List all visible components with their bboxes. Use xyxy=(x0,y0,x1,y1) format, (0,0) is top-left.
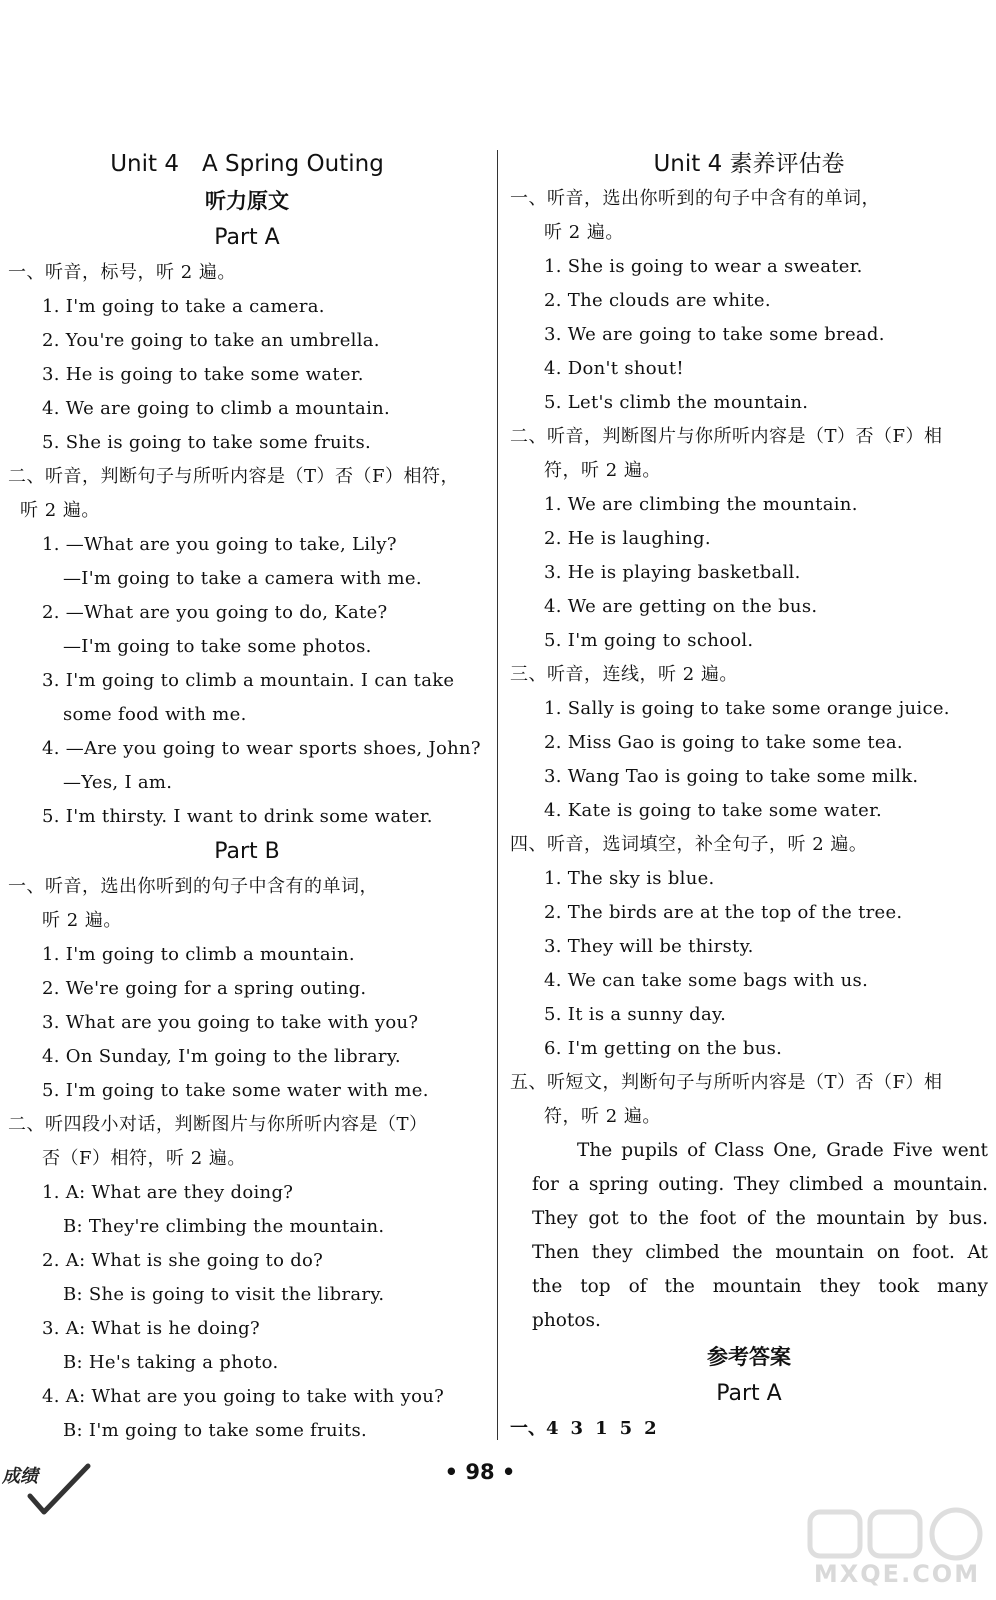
list-item: 4. Kate is going to take some water. xyxy=(544,800,883,821)
dialog-line: —I'm going to take a camera with me. xyxy=(63,568,422,589)
dialog-line: 1. A: What are they doing? xyxy=(42,1182,294,1203)
list-item: 3. Wang Tao is going to take some milk. xyxy=(544,766,919,787)
part-a-heading: Part A xyxy=(214,225,280,250)
dialog-line: 3. I'm going to climb a mountain. I can take xyxy=(42,670,455,691)
watermark-text: MXQE.COM xyxy=(813,1560,981,1588)
list-item: 2. The birds are at the top of the tree. xyxy=(544,902,903,923)
score-badge-text: 成绩 xyxy=(2,1466,38,1487)
list-item: 3. What are you going to take with you? xyxy=(42,1012,419,1033)
section-label: 四、听音，选词填空，补全句子，听 2 遍。 xyxy=(510,834,868,855)
section-label-cont: 听 2 遍。 xyxy=(42,910,122,931)
answer-value: 3 xyxy=(570,1418,584,1439)
right-column xyxy=(510,146,988,1446)
passage xyxy=(510,1134,988,1338)
list-item: 2. You're going to take an umbrella. xyxy=(42,330,380,351)
list-item: 1. I'm going to climb a mountain. xyxy=(42,944,355,965)
section-label-cont: 听 2 遍。 xyxy=(544,222,624,243)
page-number: • 98 • xyxy=(444,1460,516,1484)
dialog-line: —Yes, I am. xyxy=(63,772,173,793)
list-item: 4. On Sunday, I'm going to the library. xyxy=(42,1046,401,1067)
dialog-line: 1. —What are you going to take, Lily? xyxy=(42,534,397,555)
dialog-line: 4. —Are you going to wear sports shoes, John? xyxy=(42,738,481,759)
dialog-line: 2. A: What is she going to do? xyxy=(42,1250,324,1271)
section-label: 二、听四段小对话，判断图片与你所听内容是（T） xyxy=(8,1114,428,1135)
dialog-line: B: I'm going to take some fruits. xyxy=(63,1420,368,1441)
answer-prefix: 一、 xyxy=(510,1418,546,1439)
dialog-line: B: They're climbing the mountain. xyxy=(63,1216,385,1237)
list-item: 3. He is going to take some water. xyxy=(42,364,364,385)
passage-text: The pupils of Class One, Grade Five went for a spring outing. They climbed a mountain. They got to the foot of the mountain by bus. Then they climbed the mountain on foot. At the top of the mountain they took many photos. xyxy=(532,1140,988,1331)
dialog-line: —I'm going to take some photos. xyxy=(63,636,372,657)
list-item: 5. She is going to take some fruits. xyxy=(42,432,372,453)
unit-title: Unit 4 A Spring Outing xyxy=(110,151,384,177)
list-item: 1. She is going to wear a sweater. xyxy=(544,256,863,277)
section-label: 一、听音，选出你听到的句子中含有的单词， xyxy=(8,876,378,897)
list-item: 4. We can take some bags with us. xyxy=(544,970,869,991)
list-item: 1. We are climbing the mountain. xyxy=(544,494,858,515)
section-label-cont: 听 2 遍。 xyxy=(20,500,100,521)
watermark xyxy=(806,1504,988,1596)
list-item: 4. Don't shout! xyxy=(544,358,684,379)
column-divider xyxy=(497,150,498,1440)
section-label-cont: 符，听 2 遍。 xyxy=(544,1106,661,1127)
answer-row xyxy=(510,1412,988,1446)
answer-value: 1 xyxy=(595,1418,608,1439)
checkmark-icon xyxy=(0,1456,100,1516)
assessment-title: Unit 4 素养评估卷 xyxy=(653,151,845,177)
dialog-line: 3. A: What is he doing? xyxy=(42,1318,260,1339)
list-item: 2. We're going for a spring outing. xyxy=(42,978,367,999)
section-label: 二、听音，判断句子与所听内容是（T）否（F）相符， xyxy=(8,466,459,487)
dialog-line: B: She is going to visit the library. xyxy=(63,1284,385,1305)
listening-script-heading: 听力原文 xyxy=(205,189,289,213)
section-label: 三、听音，连线，听 2 遍。 xyxy=(510,664,738,685)
list-item: 1. Sally is going to take some orange juice. xyxy=(544,698,950,719)
section-label-cont: 否（F）相符，听 2 遍。 xyxy=(42,1148,246,1169)
list-item: 5. I'm going to take some water with me. xyxy=(42,1080,429,1101)
section-label: 二、听音，判断图片与你所听内容是（T）否（F）相 xyxy=(510,426,943,447)
list-item: 4. We are going to climb a mountain. xyxy=(42,398,391,419)
dialog-line: 5. I'm thirsty. I want to drink some water. xyxy=(42,806,433,827)
list-item: 3. They will be thirsty. xyxy=(544,936,754,957)
list-item: 5. I'm going to school. xyxy=(544,630,754,651)
dialog-line: some food with me. xyxy=(63,704,247,725)
dialog-line: B: He's taking a photo. xyxy=(63,1352,279,1373)
dialog-line: 2. —What are you going to do, Kate? xyxy=(42,602,388,623)
score-badge xyxy=(0,1456,100,1516)
section-label-cont: 符，听 2 遍。 xyxy=(544,460,661,481)
list-item: 2. The clouds are white. xyxy=(544,290,771,311)
list-item: 5. Let's climb the mountain. xyxy=(544,392,809,413)
answer-key-heading: 参考答案 xyxy=(707,1345,791,1369)
list-item: 4. We are getting on the bus. xyxy=(544,596,818,617)
dialog-line: 4. A: What are you going to take with you? xyxy=(42,1386,445,1407)
answer-part-heading: Part A xyxy=(716,1381,782,1406)
list-item: 3. He is playing basketball. xyxy=(544,562,801,583)
section-label: 五、听短文，判断句子与所听内容是（T）否（F）相 xyxy=(510,1072,943,1093)
list-item: 5. It is a sunny day. xyxy=(544,1004,727,1025)
list-item: 1. The sky is blue. xyxy=(544,868,715,889)
answer-value: 4 xyxy=(546,1418,559,1439)
answer-value: 2 xyxy=(644,1418,657,1439)
section-label: 一、听音，选出你听到的句子中含有的单词， xyxy=(510,188,880,209)
list-item: 2. Miss Gao is going to take some tea. xyxy=(544,732,903,753)
list-item: 6. I'm getting on the bus. xyxy=(544,1038,783,1059)
watermark-logo-icon xyxy=(806,1504,988,1564)
list-item: 2. He is laughing. xyxy=(544,528,711,549)
part-b-heading: Part B xyxy=(214,839,280,864)
list-item: 3. We are going to take some bread. xyxy=(544,324,885,345)
answer-value: 5 xyxy=(619,1418,633,1439)
section-label: 一、听音，标号，听 2 遍。 xyxy=(8,262,236,283)
list-item: 1. I'm going to take a camera. xyxy=(42,296,325,317)
left-column xyxy=(8,146,486,1448)
